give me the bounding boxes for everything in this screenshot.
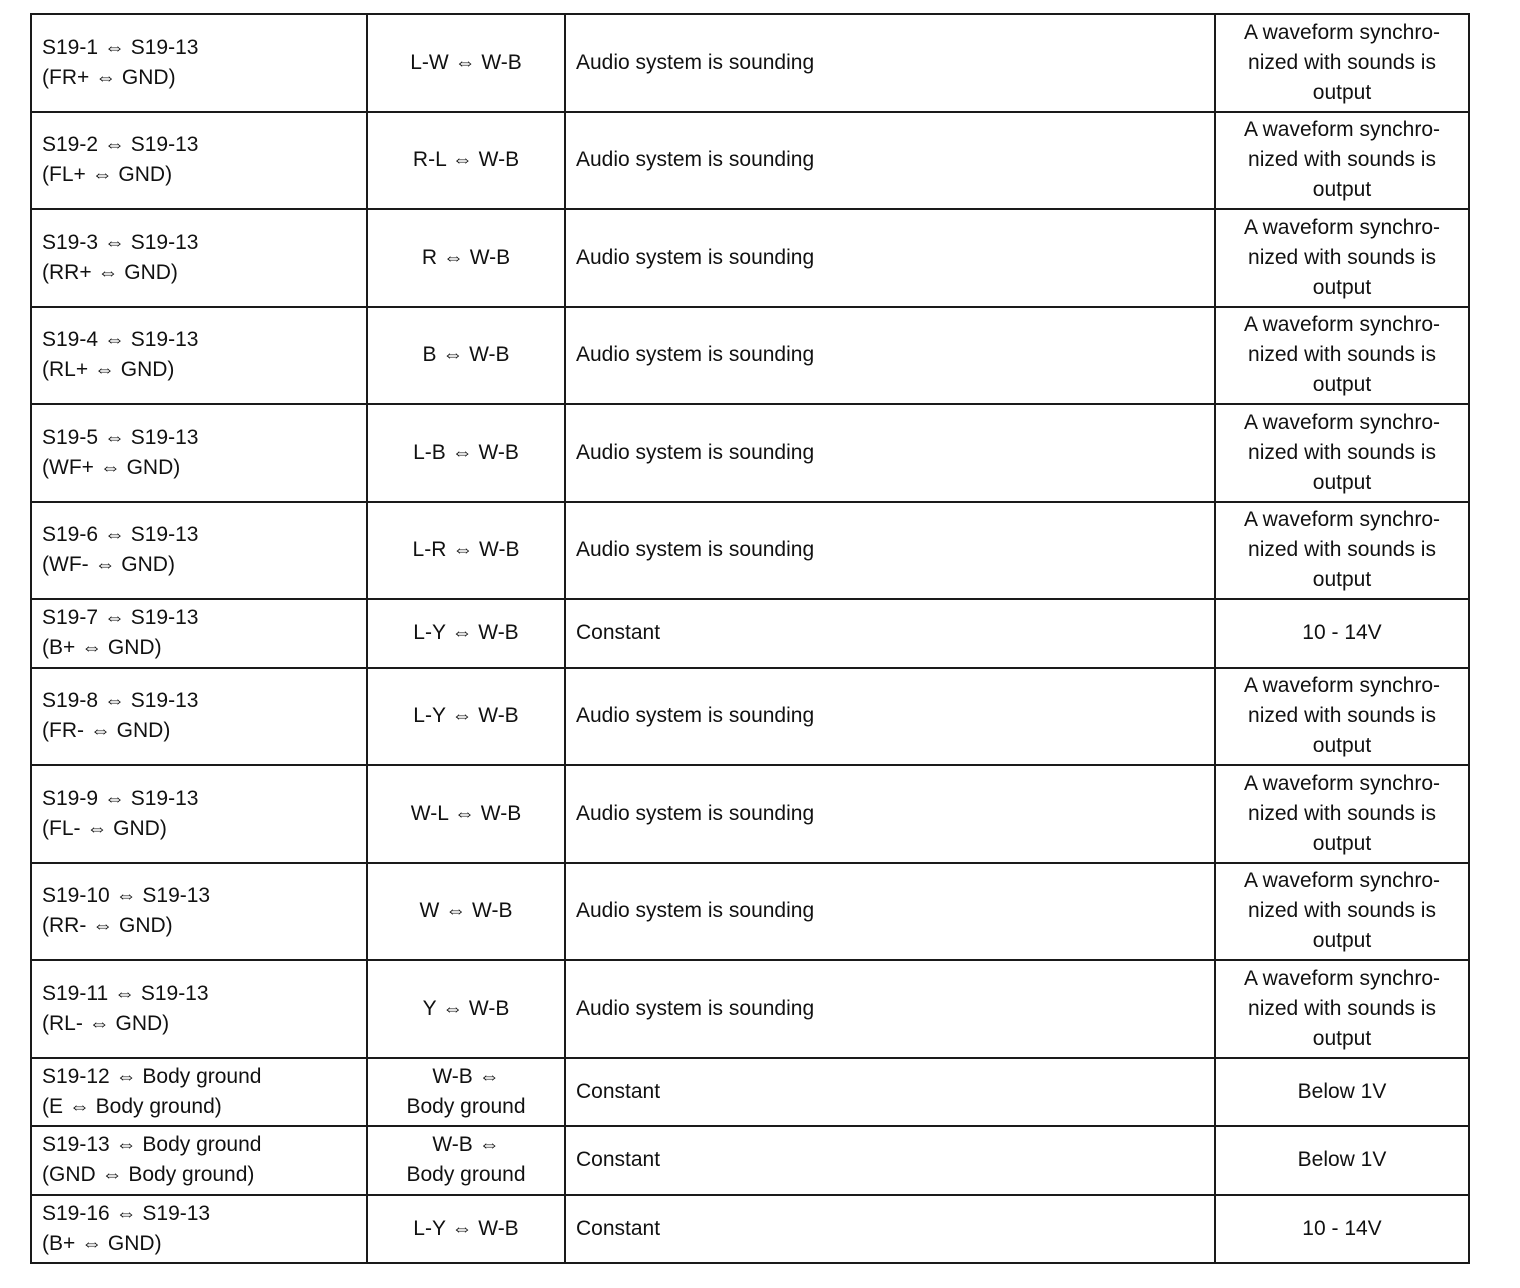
table-row <box>31 863 1469 961</box>
specified-condition-line: A waveform synchro- <box>1243 771 1441 795</box>
terminal-line: (GND ⇔ Body ground) <box>42 1163 255 1187</box>
terminal-line: (B+ ⇔ GND) <box>42 1231 162 1255</box>
specified-condition-line: output <box>1312 1026 1372 1050</box>
terminal-line: (FR- ⇔ GND) <box>42 719 171 743</box>
specified-condition-line: nized with sounds is <box>1248 538 1436 562</box>
terminal-cell <box>31 863 367 961</box>
terminal-line: (RL- ⇔ GND) <box>42 1011 170 1035</box>
specified-condition-cell <box>1215 668 1469 766</box>
wiring-color-cell <box>367 599 565 668</box>
specified-condition-line: A waveform synchro- <box>1243 410 1441 434</box>
specified-condition-cell <box>1215 765 1469 863</box>
specified-condition-line: A waveform synchro- <box>1243 118 1441 142</box>
terminal-line: S19-12 ⇔ Body ground <box>42 1064 262 1088</box>
terminal-cell <box>31 112 367 210</box>
condition-text: Constant <box>576 1216 661 1240</box>
specified-condition-line: nized with sounds is <box>1248 343 1436 367</box>
specified-condition-cell <box>1215 863 1469 961</box>
condition-text: Audio system is sounding <box>576 801 815 825</box>
condition-cell <box>565 1126 1215 1195</box>
terminal-line: (FL- ⇔ GND) <box>42 816 167 840</box>
table-row <box>31 960 1469 1058</box>
wiring-color-cell <box>367 1058 565 1127</box>
table-row <box>31 599 1469 668</box>
wiring-color-line: Body ground <box>406 1094 526 1118</box>
specified-condition-line: 10 - 14V <box>1302 1216 1382 1240</box>
specified-condition-cell <box>1215 112 1469 210</box>
wiring-color-cell <box>367 863 565 961</box>
specified-condition-line: 10 - 14V <box>1302 621 1382 645</box>
terminal-line: (E ⇔ Body ground) <box>42 1094 222 1118</box>
table-row <box>31 307 1469 405</box>
terminal-line: (RR- ⇔ GND) <box>42 914 173 938</box>
specified-condition-cell <box>1215 960 1469 1058</box>
wiring-color-cell <box>367 765 565 863</box>
wiring-color-line: L-Y ⇔ W-B <box>413 621 519 645</box>
wiring-color-line: Y ⇔ W-B <box>422 996 510 1020</box>
wiring-color-line: W-B ⇔ <box>432 1133 500 1157</box>
condition-cell <box>565 1195 1215 1264</box>
specified-condition-line: output <box>1312 275 1372 299</box>
condition-text: Audio system is sounding <box>576 440 815 464</box>
wiring-color-line: L-W ⇔ W-B <box>410 50 522 74</box>
specified-condition-line: Below 1V <box>1297 1148 1387 1172</box>
terminal-line: S19-8 ⇔ S19-13 <box>42 689 199 713</box>
wiring-color-line: L-R ⇔ W-B <box>412 538 520 562</box>
terminal-line: S19-10 ⇔ S19-13 <box>42 884 211 908</box>
wiring-color-line: L-Y ⇔ W-B <box>413 704 519 728</box>
condition-cell <box>565 668 1215 766</box>
table-row <box>31 765 1469 863</box>
specified-condition-line: nized with sounds is <box>1248 899 1436 923</box>
condition-text: Audio system is sounding <box>576 148 815 172</box>
table-row <box>31 209 1469 307</box>
condition-text: Audio system is sounding <box>576 245 815 269</box>
specified-condition-line: nized with sounds is <box>1248 801 1436 825</box>
specified-condition-cell <box>1215 404 1469 502</box>
condition-text: Constant <box>576 1148 661 1172</box>
terminal-inspection-table <box>30 13 1470 1264</box>
wiring-color-cell <box>367 307 565 405</box>
specified-condition-line: A waveform synchro- <box>1243 508 1441 532</box>
condition-text: Audio system is sounding <box>576 996 815 1020</box>
wiring-color-cell <box>367 668 565 766</box>
terminal-cell <box>31 502 367 600</box>
terminal-line: S19-9 ⇔ S19-13 <box>42 786 199 810</box>
condition-cell <box>565 1058 1215 1127</box>
condition-cell <box>565 14 1215 112</box>
terminal-line: S19-2 ⇔ S19-13 <box>42 133 199 157</box>
specified-condition-cell <box>1215 14 1469 112</box>
terminal-cell <box>31 307 367 405</box>
condition-cell <box>565 599 1215 668</box>
terminal-cell <box>31 14 367 112</box>
wiring-color-line: W ⇔ W-B <box>419 899 513 923</box>
terminal-line: (WF+ ⇔ GND) <box>42 455 181 479</box>
wiring-color-line: L-Y ⇔ W-B <box>413 1216 519 1240</box>
specified-condition-line: output <box>1312 568 1372 592</box>
terminal-cell <box>31 404 367 502</box>
specified-condition-line: A waveform synchro- <box>1243 215 1441 239</box>
specified-condition-line: A waveform synchro- <box>1243 674 1441 698</box>
wiring-color-cell <box>367 1195 565 1264</box>
specified-condition-line: nized with sounds is <box>1248 50 1436 74</box>
wiring-color-cell <box>367 960 565 1058</box>
table-row <box>31 668 1469 766</box>
terminal-line: (FL+ ⇔ GND) <box>42 163 173 187</box>
specified-condition-line: nized with sounds is <box>1248 148 1436 172</box>
specified-condition-cell <box>1215 502 1469 600</box>
terminal-cell <box>31 765 367 863</box>
wiring-color-line: W-L ⇔ W-B <box>410 801 522 825</box>
terminal-cell <box>31 1126 367 1195</box>
wiring-color-line: B ⇔ W-B <box>422 343 510 367</box>
wiring-color-line: R-L ⇔ W-B <box>412 148 520 172</box>
terminal-line: (B+ ⇔ GND) <box>42 636 162 660</box>
table-body <box>31 14 1469 1263</box>
condition-text: Audio system is sounding <box>576 538 815 562</box>
specified-condition-line: nized with sounds is <box>1248 704 1436 728</box>
condition-cell <box>565 209 1215 307</box>
wiring-color-cell <box>367 404 565 502</box>
terminal-cell <box>31 1195 367 1264</box>
specified-condition-line: nized with sounds is <box>1248 996 1436 1020</box>
condition-cell <box>565 404 1215 502</box>
wiring-color-cell <box>367 209 565 307</box>
wiring-color-line: R ⇔ W-B <box>421 245 511 269</box>
specified-condition-cell <box>1215 307 1469 405</box>
terminal-cell <box>31 960 367 1058</box>
terminal-cell <box>31 209 367 307</box>
specified-condition-line: output <box>1312 831 1372 855</box>
terminal-line: S19-7 ⇔ S19-13 <box>42 606 199 630</box>
specified-condition-line: output <box>1312 178 1372 202</box>
table-row <box>31 112 1469 210</box>
terminal-line: (WF- ⇔ GND) <box>42 553 175 577</box>
specified-condition-cell <box>1215 1058 1469 1127</box>
specified-condition-line: output <box>1312 80 1372 104</box>
specified-condition-line: output <box>1312 470 1372 494</box>
wiring-color-cell <box>367 1126 565 1195</box>
specified-condition-cell <box>1215 209 1469 307</box>
wiring-color-cell <box>367 14 565 112</box>
condition-cell <box>565 502 1215 600</box>
condition-text: Constant <box>576 621 661 645</box>
condition-text: Constant <box>576 1079 661 1103</box>
specified-condition-line: output <box>1312 929 1372 953</box>
condition-cell <box>565 112 1215 210</box>
table-row <box>31 1126 1469 1195</box>
condition-cell <box>565 863 1215 961</box>
specified-condition-line: A waveform synchro- <box>1243 869 1441 893</box>
table-row <box>31 502 1469 600</box>
terminal-cell <box>31 599 367 668</box>
condition-cell <box>565 307 1215 405</box>
terminal-line: S19-4 ⇔ S19-13 <box>42 328 199 352</box>
specified-condition-line: nized with sounds is <box>1248 440 1436 464</box>
terminal-cell <box>31 1058 367 1127</box>
specified-condition-cell <box>1215 1195 1469 1264</box>
specified-condition-line: A waveform synchro- <box>1243 313 1441 337</box>
table-row <box>31 1195 1469 1264</box>
condition-cell <box>565 960 1215 1058</box>
specified-condition-line: nized with sounds is <box>1248 245 1436 269</box>
terminal-line: (FR+ ⇔ GND) <box>42 65 176 89</box>
condition-cell <box>565 765 1215 863</box>
specified-condition-line: A waveform synchro- <box>1243 966 1441 990</box>
condition-text: Audio system is sounding <box>576 899 815 923</box>
table-row <box>31 14 1469 112</box>
wiring-color-line: W-B ⇔ <box>432 1064 500 1088</box>
wiring-color-cell <box>367 112 565 210</box>
specified-condition-cell <box>1215 1126 1469 1195</box>
terminal-line: S19-11 ⇔ S19-13 <box>42 981 209 1005</box>
terminal-line: S19-5 ⇔ S19-13 <box>42 425 199 449</box>
condition-text: Audio system is sounding <box>576 50 815 74</box>
specified-condition-cell <box>1215 599 1469 668</box>
specified-condition-line: Below 1V <box>1297 1079 1387 1103</box>
terminal-cell <box>31 668 367 766</box>
terminal-line: (RL+ ⇔ GND) <box>42 358 175 382</box>
table-row <box>31 1058 1469 1127</box>
terminal-line: S19-1 ⇔ S19-13 <box>42 35 199 59</box>
condition-text: Audio system is sounding <box>576 704 815 728</box>
table-row <box>31 404 1469 502</box>
wiring-color-cell <box>367 502 565 600</box>
specified-condition-line: output <box>1312 734 1372 758</box>
terminal-line: S19-6 ⇔ S19-13 <box>42 523 199 547</box>
wiring-color-line: L-B ⇔ W-B <box>413 440 519 464</box>
terminal-line: S19-13 ⇔ Body ground <box>42 1133 262 1157</box>
specified-condition-line: output <box>1312 373 1372 397</box>
wiring-color-line: Body ground <box>406 1163 526 1187</box>
specified-condition-line: A waveform synchro- <box>1243 20 1441 44</box>
terminal-line: S19-16 ⇔ S19-13 <box>42 1201 211 1225</box>
terminal-line: S19-3 ⇔ S19-13 <box>42 230 199 254</box>
condition-text: Audio system is sounding <box>576 343 815 367</box>
terminal-line: (RR+ ⇔ GND) <box>42 260 178 284</box>
